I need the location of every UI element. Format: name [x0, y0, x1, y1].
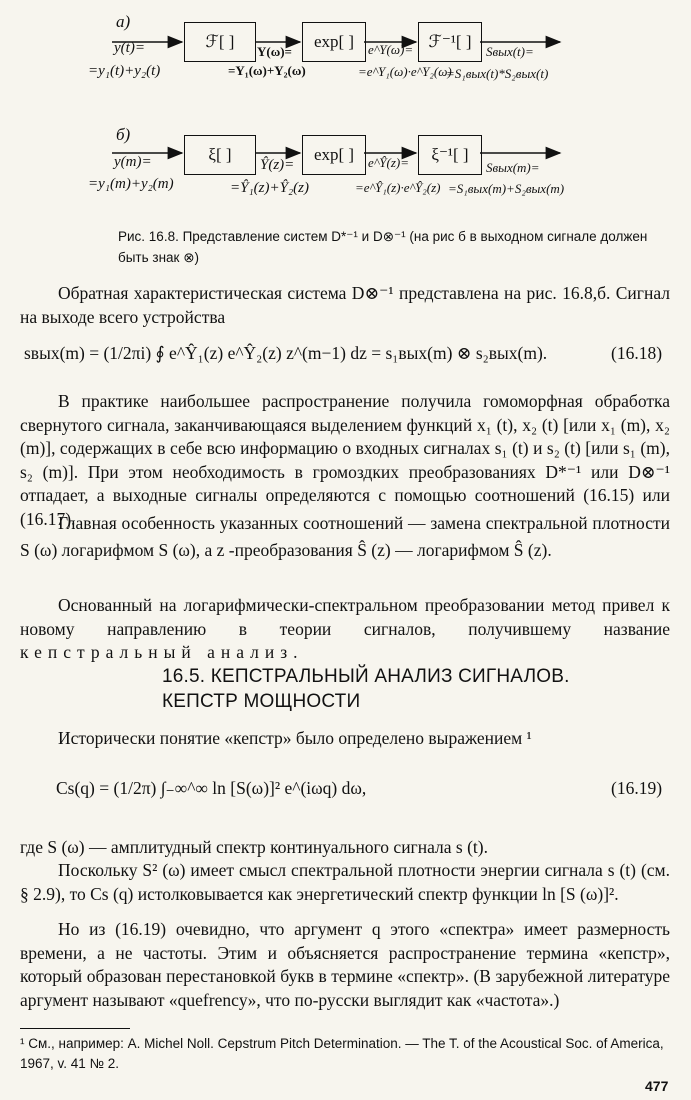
- mid1-a-bottom: =Y₁(ω)+Y₂(ω): [228, 63, 306, 78]
- equation-16-19: Cs(q) = (1/2π) ∫₋∞^∞ ln [S(ω)]² e^(iωq) dω,: [56, 778, 367, 798]
- exp-block-b: exp[ ]: [302, 135, 366, 175]
- section-heading-line-2: КЕПСТР МОЩНОСТИ: [162, 691, 361, 712]
- input-b-top: y(m)=: [114, 154, 152, 170]
- page-number: 477: [645, 1078, 669, 1094]
- paragraph-where: где S (ω) — амплитудный спектр континуального сигнала s (t).: [20, 837, 488, 857]
- input-b-bottom: =y₁(m)+y₂(m): [88, 176, 174, 192]
- exp-block-a: exp[ ]: [302, 22, 366, 62]
- fourier-block: ℱ[ ]: [184, 22, 256, 62]
- mid2-a-bottom: =e^Y₁(ω)·e^Y₂(ω): [358, 64, 452, 79]
- paragraph-history: Исторически понятие «кепстр» было определено выражением ¹: [58, 728, 532, 748]
- paragraph-homomorphic: В практике наибольшее распространение получила гомоморфная обработка свернутого сигнала, заканчивающаяся выделением функций x₁ (t), x₂ (t) [или x₁ (m), x₂ (m)], содержащих в себе всю информацию о входных сигналах s₁ (t) и s₂ (t) [или s₁ (m), s₂ (m)]. При этом необходимость в громоздких преобразованиях D*⁻¹ или D⊗⁻¹ отпадает, а выходные сигналы определяются с помощью соотношений (16.15) или (16.17).: [20, 391, 670, 529]
- term-cepstral-analysis: кепстральный анализ.: [20, 642, 304, 663]
- output-b-bottom: =S₁вых(m)+S₂вых(m): [448, 181, 565, 196]
- input-a-top: y(t)=: [114, 40, 145, 56]
- footnote: ¹ См., например: A. Michel Noll. Cepstrum Pitch Determination. — The T. of the Acoustical Soc. of America, 1967, v. 41 № 2.: [20, 1036, 664, 1071]
- mid2-b-bottom: =e^Ŷ₁(z)·e^Ŷ₂(z): [355, 180, 441, 195]
- output-a-top: Sвых(t)=: [486, 44, 534, 59]
- paragraph-quefrency: Но из (16.19) очевидно, что аргумент q этого «спектра» имеет размерность времени, а не частоты. Этим и объясняется распространение термина «кепстр», который образован перестановкой букв в термине «спектр». (В зарубежной литературе аргумент называют «quefrency», что по-русски выглядит как «частота».): [20, 919, 670, 1010]
- xi-block: ξ[ ]: [184, 135, 256, 175]
- section-heading-line-1: 16.5. КЕПСТРАЛЬНЫЙ АНАЛИЗ СИГНАЛОВ.: [162, 666, 570, 687]
- equation-16-18: sвых(m) = (1/2πi) ∮ e^Ŷ₁(z) e^Ŷ₂(z) z^(m−1) dz = s₁вых(m) ⊗ s₂вых(m).: [24, 343, 548, 363]
- input-a-bottom: =y₁(t)+y₂(t): [88, 63, 161, 79]
- mid2-b-top: e^Ŷ(z)=: [368, 155, 409, 170]
- mid1-a-top: Y(ω)=: [257, 44, 292, 59]
- diagram-b-tag: б): [116, 125, 131, 144]
- equation-16-18-number: (16.18): [611, 343, 663, 363]
- footnote-rule: [20, 1028, 130, 1029]
- section-heading: [162, 664, 570, 714]
- inverse-xi-block: ξ⁻¹[ ]: [418, 135, 482, 175]
- output-a-bottom: =S₁вых(t)*S₂вых(t): [446, 66, 549, 81]
- paragraph-energy-spectrum: Поскольку S² (ω) имеет смысл спектральной плотности энергии сигнала s (t) (см. § 2.9), то Cs (q) истолковывается как энергетический спектр функции ln [S (ω)]².: [20, 860, 670, 904]
- figure-16-8: [0, 0, 691, 215]
- inverse-fourier-block: ℱ⁻¹[ ]: [418, 22, 482, 62]
- diagram-a-tag: а): [116, 12, 131, 31]
- equation-16-19-number: (16.19): [611, 778, 663, 798]
- paragraph-cepstral-method-text: Основанный на логарифмически-спектральном преобразовании метод привел к новому направлению в теории сигналов, получившему название: [20, 595, 670, 639]
- figure-caption: Рис. 16.8. Представление систем D*⁻¹ и D⊗⁻¹ (на рис б в выходном сигнале должен быть знак ⊗): [118, 229, 648, 265]
- mid2-a-top: e^Y(ω)=: [368, 42, 414, 57]
- mid1-b-top: Ŷ(z)=: [260, 157, 295, 173]
- paragraph-inverse-system: Обратная характеристическая система D⊗⁻¹ представлена на рис. 16.8,б. Сигнал на выходе всего устройства: [20, 283, 670, 327]
- mid1-b-bottom: =Ŷ₁(z)+Ŷ₂(z): [230, 180, 310, 196]
- paragraph-cepstral-method: [20, 594, 670, 665]
- paragraph-main-feature: Главная особенность указанных соотношений — замена спектральной плотности S (ω) логарифмом S (ω), а z -преобразования Ŝ (z) — логарифмом Ŝ (z).: [20, 513, 670, 560]
- output-b-top: Sвых(m)=: [486, 160, 540, 175]
